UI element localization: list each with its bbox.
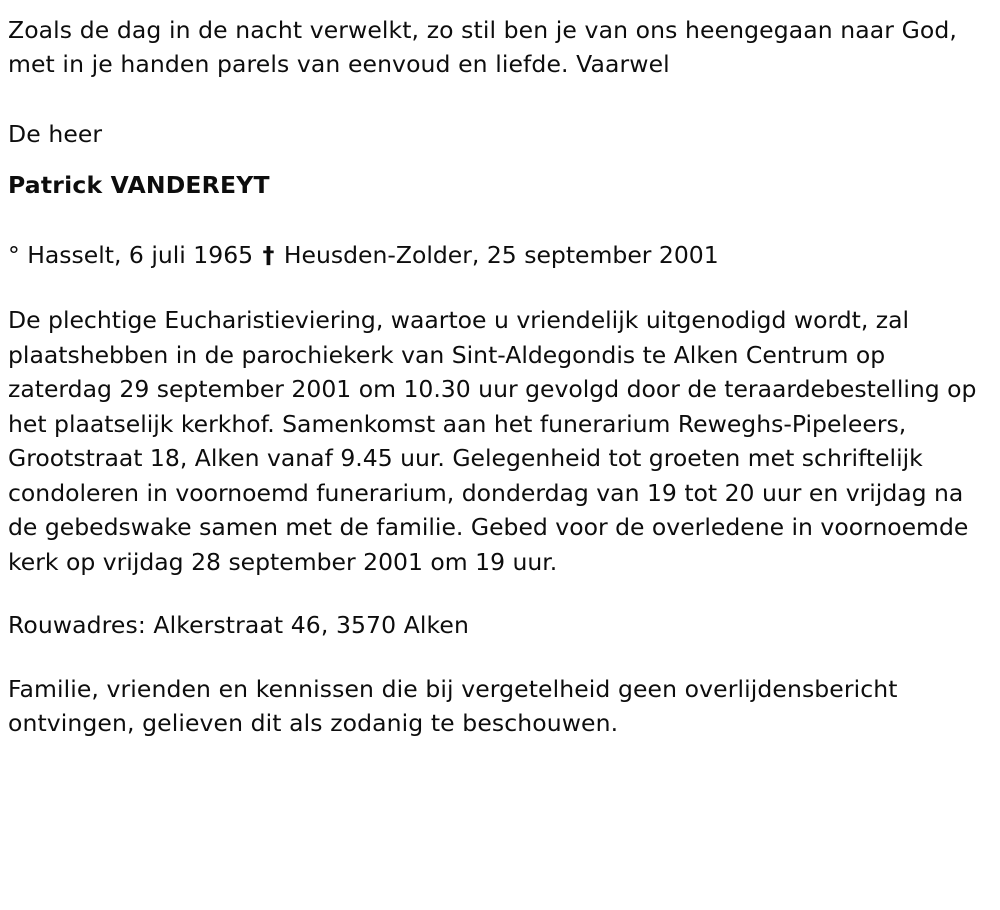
spacer: [8, 643, 982, 673]
opening-verse: Zoals de dag in de nacht verwelkt, zo stil ben je van ons heengegaan naar God, met in je handen parels van eenvoud en liefde. Vaarwel: [8, 16, 957, 78]
birth-place-date: Hasselt, 6 juli 1965: [27, 241, 254, 270]
spacer: [8, 579, 982, 609]
spacer: [8, 273, 982, 303]
death-place-date: Heusden-Zolder, 25 september 2001: [283, 241, 719, 270]
deceased-name: Patrick VANDEREYT: [8, 171, 270, 200]
spacer: [8, 203, 982, 239]
service-details: De plechtige Eucharistieviering, waartoe u vriendelijk uitgenodigd wordt, zal plaatshebben in de parochiekerk van Sint-Aldegondis te Alken Centrum op zaterdag 29 september 2001 om 10.30 uur gevolgd door de teraardebestelling op het plaatselijk kerkhof. Samenkomst aan het funerarium Reweghs-Pipeleers, Grootstraat 18, Alken vanaf 9.45 uur. Gelegenheid tot groeten met schriftelijk condoleren in voornoemd funerarium, donderdag van 19 tot 20 uur en vrijdag na de gebedswake samen met de familie. Gebed voor de overledene in voornoemde kerk op vrijdag 28 september 2001 om 19 uur.: [8, 306, 977, 576]
birth-symbol: °: [8, 241, 20, 270]
spacer: [8, 82, 982, 118]
salutation: De heer: [8, 119, 103, 148]
spacer: [8, 151, 982, 169]
closing-note: Familie, vrienden en kennissen die bij vergetelheid geen overlijdensbericht ontvingen, gelieven dit als zodanig te beschouwen.: [8, 675, 898, 738]
mourning-address: Rouwadres: Alkerstraat 46, 3570 Alken: [8, 611, 469, 640]
birth-death-line: [8, 239, 982, 273]
cross-icon: †: [262, 241, 275, 270]
